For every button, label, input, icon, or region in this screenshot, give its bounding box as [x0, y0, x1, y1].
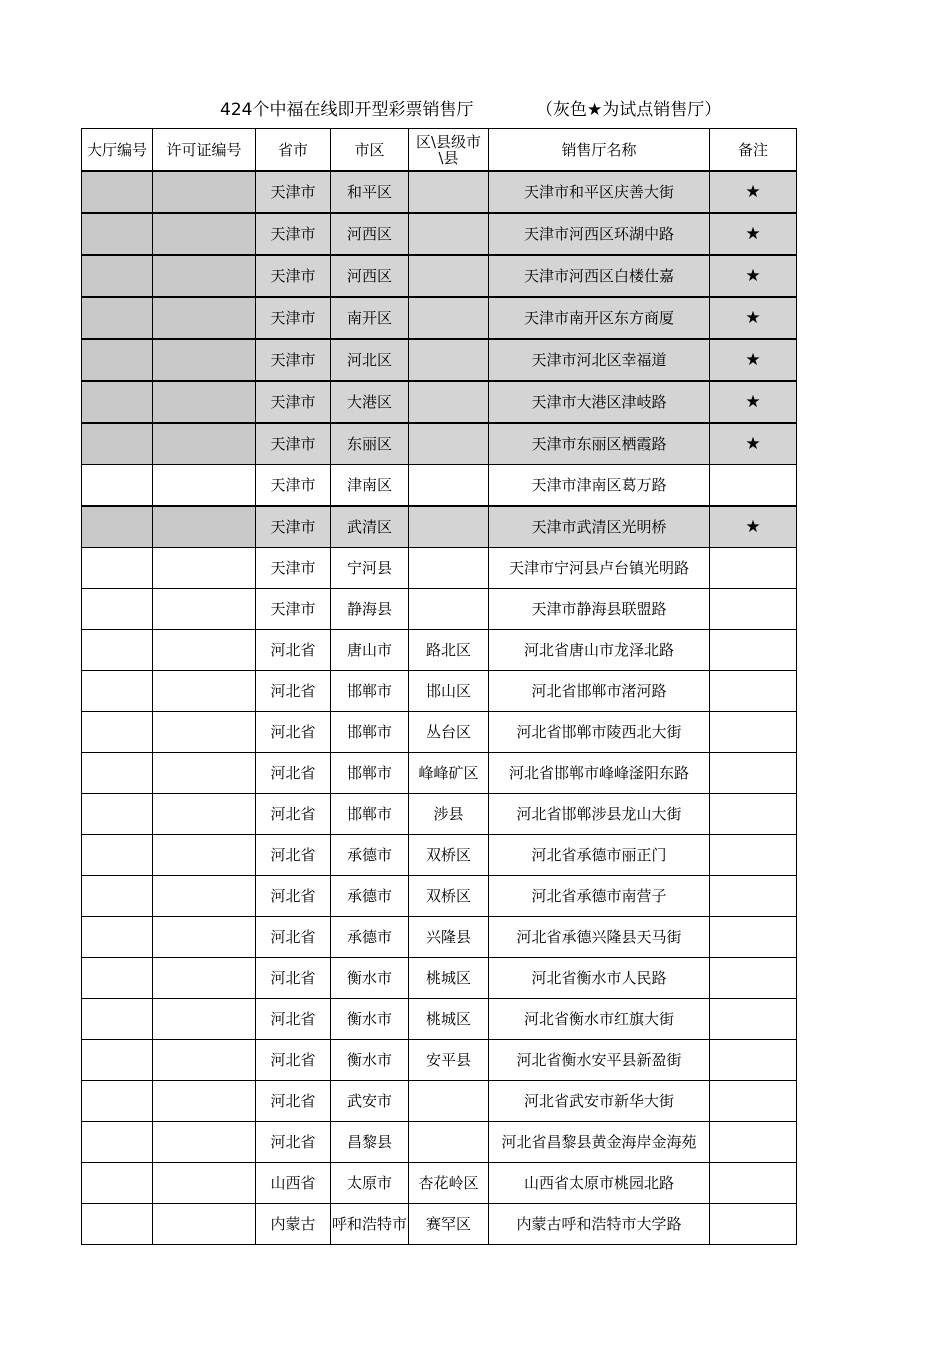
cell-province: 河北省 — [256, 1040, 331, 1081]
cell-district: 涉县 — [409, 794, 489, 835]
cell-city: 邯郸市 — [331, 753, 409, 794]
cell-province: 河北省 — [256, 1081, 331, 1122]
cell-license-no — [153, 876, 256, 917]
pilot-star-icon: ★ — [745, 182, 761, 202]
cell-hall-name: 河北省武安市新华大街 — [489, 1081, 710, 1122]
pilot-star-icon: ★ — [745, 350, 761, 370]
header-hall-no: 大厅编号 — [82, 129, 153, 172]
cell-license-no — [153, 753, 256, 794]
cell-remark — [710, 171, 797, 213]
cell-remark — [710, 548, 797, 589]
cell-province: 河北省 — [256, 712, 331, 753]
cell-province: 内蒙古 — [256, 1204, 331, 1245]
cell-hall-name: 河北省邯郸市陵西北大街 — [489, 712, 710, 753]
cell-license-no — [153, 506, 256, 548]
cell-district: 安平县 — [409, 1040, 489, 1081]
cell-hall-no — [82, 423, 153, 465]
cell-district — [409, 548, 489, 589]
cell-hall-no — [82, 339, 153, 381]
cell-city: 大港区 — [331, 381, 409, 423]
cell-license-no — [153, 671, 256, 712]
cell-remark — [710, 465, 797, 507]
cell-hall-no — [82, 630, 153, 671]
cell-license-no — [153, 630, 256, 671]
cell-province: 河北省 — [256, 917, 331, 958]
cell-district: 邯山区 — [409, 671, 489, 712]
title-main: 424个中福在线即开型彩票销售厅 — [220, 100, 474, 120]
cell-hall-name: 河北省衡水安平县新盈街 — [489, 1040, 710, 1081]
cell-city: 邯郸市 — [331, 712, 409, 753]
cell-district — [409, 1081, 489, 1122]
cell-hall-no — [82, 917, 153, 958]
cell-province: 河北省 — [256, 753, 331, 794]
cell-hall-name: 天津市宁河县卢台镇光明路 — [489, 548, 710, 589]
table-row — [82, 465, 797, 507]
cell-city: 南开区 — [331, 297, 409, 339]
cell-district — [409, 255, 489, 297]
cell-province: 天津市 — [256, 171, 331, 213]
cell-district — [409, 465, 489, 507]
cell-district — [409, 339, 489, 381]
pilot-star-icon: ★ — [745, 308, 761, 328]
cell-province: 河北省 — [256, 794, 331, 835]
cell-district — [409, 171, 489, 213]
cell-city: 衡水市 — [331, 958, 409, 999]
cell-hall-no — [82, 671, 153, 712]
cell-hall-name: 天津市河西区环湖中路 — [489, 213, 710, 255]
cell-license-no — [153, 589, 256, 630]
cell-city: 武清区 — [331, 506, 409, 548]
title-note: （灰色★为试点销售厅） — [536, 100, 722, 120]
cell-district — [409, 506, 489, 548]
table-row — [82, 548, 797, 589]
cell-license-no — [153, 255, 256, 297]
cell-remark — [710, 999, 797, 1040]
cell-hall-no — [82, 1122, 153, 1163]
cell-remark — [710, 1081, 797, 1122]
cell-hall-no — [82, 999, 153, 1040]
cell-city: 呼和浩特市 — [331, 1204, 409, 1245]
pilot-star-icon: ★ — [745, 517, 761, 537]
cell-remark — [710, 794, 797, 835]
cell-province: 天津市 — [256, 339, 331, 381]
cell-hall-name: 天津市武清区光明桥 — [489, 506, 710, 548]
cell-hall-no — [82, 171, 153, 213]
cell-hall-name: 河北省邯郸市渚河路 — [489, 671, 710, 712]
table-row — [82, 794, 797, 835]
cell-city: 邯郸市 — [331, 794, 409, 835]
cell-district: 桃城区 — [409, 999, 489, 1040]
cell-hall-name: 河北省承德兴隆县天马街 — [489, 917, 710, 958]
cell-hall-no — [82, 712, 153, 753]
cell-hall-name: 河北省承德市南营子 — [489, 876, 710, 917]
cell-remark — [710, 671, 797, 712]
cell-license-no — [153, 1081, 256, 1122]
cell-remark — [710, 958, 797, 999]
cell-district: 路北区 — [409, 630, 489, 671]
cell-district — [409, 589, 489, 630]
cell-license-no — [153, 213, 256, 255]
cell-hall-no — [82, 255, 153, 297]
cell-city: 承德市 — [331, 835, 409, 876]
cell-hall-name: 天津市东丽区栖霞路 — [489, 423, 710, 465]
cell-hall-no — [82, 506, 153, 548]
cell-license-no — [153, 339, 256, 381]
cell-city: 和平区 — [331, 171, 409, 213]
cell-province: 河北省 — [256, 1122, 331, 1163]
cell-province: 天津市 — [256, 423, 331, 465]
cell-hall-no — [82, 753, 153, 794]
cell-city: 唐山市 — [331, 630, 409, 671]
cell-district — [409, 423, 489, 465]
cell-city: 武安市 — [331, 1081, 409, 1122]
cell-license-no — [153, 835, 256, 876]
table-row — [82, 671, 797, 712]
cell-remark — [710, 381, 797, 423]
table-row — [82, 835, 797, 876]
header-hall-name: 销售厅名称 — [489, 129, 710, 172]
cell-remark — [710, 297, 797, 339]
cell-hall-name: 河北省唐山市龙泽北路 — [489, 630, 710, 671]
cell-hall-name: 天津市南开区东方商厦 — [489, 297, 710, 339]
header-district: 区\县级市\县 — [409, 129, 489, 172]
header-row — [82, 129, 797, 172]
cell-hall-name: 天津市津南区葛万路 — [489, 465, 710, 507]
pilot-star-icon: ★ — [745, 434, 761, 454]
cell-district: 丛台区 — [409, 712, 489, 753]
cell-hall-name: 河北省邯郸涉县龙山大街 — [489, 794, 710, 835]
cell-remark — [710, 630, 797, 671]
cell-license-no — [153, 999, 256, 1040]
cell-license-no — [153, 297, 256, 339]
cell-city: 静海县 — [331, 589, 409, 630]
cell-hall-name: 山西省太原市桃园北路 — [489, 1163, 710, 1204]
cell-city: 承德市 — [331, 876, 409, 917]
sales-hall-table — [81, 128, 797, 1245]
cell-province: 天津市 — [256, 213, 331, 255]
cell-hall-no — [82, 876, 153, 917]
table-row — [82, 917, 797, 958]
cell-hall-name: 天津市和平区庆善大街 — [489, 171, 710, 213]
cell-remark — [710, 339, 797, 381]
table-row — [82, 297, 797, 339]
cell-license-no — [153, 958, 256, 999]
cell-license-no — [153, 381, 256, 423]
cell-remark — [710, 1163, 797, 1204]
cell-hall-no — [82, 465, 153, 507]
header-license-no: 许可证编号 — [153, 129, 256, 172]
table-row — [82, 1163, 797, 1204]
table-row — [82, 999, 797, 1040]
cell-hall-name: 河北省承德市丽正门 — [489, 835, 710, 876]
cell-hall-name: 河北省衡水市人民路 — [489, 958, 710, 999]
cell-district — [409, 213, 489, 255]
cell-province: 河北省 — [256, 958, 331, 999]
cell-city: 河北区 — [331, 339, 409, 381]
cell-district — [409, 297, 489, 339]
cell-city: 河西区 — [331, 213, 409, 255]
table-row — [82, 213, 797, 255]
cell-remark — [710, 753, 797, 794]
cell-district: 赛罕区 — [409, 1204, 489, 1245]
cell-city: 宁河县 — [331, 548, 409, 589]
header-city: 市区 — [331, 129, 409, 172]
cell-province: 河北省 — [256, 835, 331, 876]
cell-license-no — [153, 1122, 256, 1163]
table-row — [82, 381, 797, 423]
cell-hall-no — [82, 548, 153, 589]
cell-hall-no — [82, 958, 153, 999]
cell-remark — [710, 1040, 797, 1081]
cell-province: 山西省 — [256, 1163, 331, 1204]
cell-license-no — [153, 465, 256, 507]
cell-city: 东丽区 — [331, 423, 409, 465]
cell-license-no — [153, 1204, 256, 1245]
cell-hall-name: 天津市河北区幸福道 — [489, 339, 710, 381]
cell-hall-no — [82, 381, 153, 423]
table-row — [82, 506, 797, 548]
cell-province: 天津市 — [256, 465, 331, 507]
cell-city: 津南区 — [331, 465, 409, 507]
cell-license-no — [153, 1163, 256, 1204]
cell-hall-no — [82, 794, 153, 835]
header-remark: 备注 — [710, 129, 797, 172]
table-row — [82, 630, 797, 671]
cell-district — [409, 1122, 489, 1163]
table-row — [82, 171, 797, 213]
table-row — [82, 1040, 797, 1081]
cell-remark — [710, 506, 797, 548]
table-row — [82, 876, 797, 917]
cell-province: 天津市 — [256, 297, 331, 339]
cell-remark — [710, 589, 797, 630]
pilot-star-icon: ★ — [745, 266, 761, 286]
cell-license-no — [153, 917, 256, 958]
cell-province: 天津市 — [256, 548, 331, 589]
cell-city: 衡水市 — [331, 999, 409, 1040]
cell-province: 河北省 — [256, 876, 331, 917]
cell-license-no — [153, 171, 256, 213]
table-row — [82, 958, 797, 999]
table-row — [82, 1081, 797, 1122]
cell-hall-no — [82, 1040, 153, 1081]
cell-province: 天津市 — [256, 589, 331, 630]
cell-province: 天津市 — [256, 506, 331, 548]
cell-remark — [710, 835, 797, 876]
cell-remark — [710, 712, 797, 753]
cell-district: 兴隆县 — [409, 917, 489, 958]
cell-remark — [710, 876, 797, 917]
cell-license-no — [153, 794, 256, 835]
cell-province: 河北省 — [256, 671, 331, 712]
cell-remark — [710, 213, 797, 255]
cell-hall-name: 天津市河西区白楼仕嘉 — [489, 255, 710, 297]
cell-hall-no — [82, 213, 153, 255]
pilot-star-icon: ★ — [745, 224, 761, 244]
cell-hall-no — [82, 297, 153, 339]
cell-remark — [710, 1122, 797, 1163]
cell-city: 昌黎县 — [331, 1122, 409, 1163]
cell-province: 河北省 — [256, 999, 331, 1040]
cell-remark — [710, 423, 797, 465]
cell-hall-name: 天津市静海县联盟路 — [489, 589, 710, 630]
cell-province: 河北省 — [256, 630, 331, 671]
cell-city: 河西区 — [331, 255, 409, 297]
cell-license-no — [153, 548, 256, 589]
table-row — [82, 339, 797, 381]
cell-city: 太原市 — [331, 1163, 409, 1204]
cell-city: 承德市 — [331, 917, 409, 958]
cell-province: 天津市 — [256, 381, 331, 423]
cell-license-no — [153, 423, 256, 465]
cell-district: 桃城区 — [409, 958, 489, 999]
cell-hall-name: 河北省邯郸市峰峰滏阳东路 — [489, 753, 710, 794]
cell-hall-no — [82, 835, 153, 876]
cell-hall-no — [82, 589, 153, 630]
table-row — [82, 589, 797, 630]
table-row — [82, 423, 797, 465]
cell-remark — [710, 1204, 797, 1245]
header-province: 省市 — [256, 129, 331, 172]
cell-district: 杏花岭区 — [409, 1163, 489, 1204]
cell-city: 邯郸市 — [331, 671, 409, 712]
cell-province: 天津市 — [256, 255, 331, 297]
cell-district: 双桥区 — [409, 835, 489, 876]
cell-license-no — [153, 712, 256, 753]
pilot-star-icon: ★ — [745, 392, 761, 412]
cell-hall-no — [82, 1163, 153, 1204]
cell-remark — [710, 255, 797, 297]
cell-hall-no — [82, 1081, 153, 1122]
table-row — [82, 753, 797, 794]
cell-license-no — [153, 1040, 256, 1081]
cell-district: 峰峰矿区 — [409, 753, 489, 794]
cell-hall-name: 天津市大港区津岐路 — [489, 381, 710, 423]
table-row — [82, 255, 797, 297]
cell-district — [409, 381, 489, 423]
cell-hall-no — [82, 1204, 153, 1245]
table-row — [82, 1122, 797, 1163]
cell-remark — [710, 917, 797, 958]
table-row — [82, 712, 797, 753]
cell-district: 双桥区 — [409, 876, 489, 917]
cell-city: 衡水市 — [331, 1040, 409, 1081]
cell-hall-name: 内蒙古呼和浩特市大学路 — [489, 1204, 710, 1245]
cell-hall-name: 河北省昌黎县黄金海岸金海苑 — [489, 1122, 710, 1163]
table-row — [82, 1204, 797, 1245]
sheet-title — [0, 95, 950, 119]
cell-hall-name: 河北省衡水市红旗大街 — [489, 999, 710, 1040]
